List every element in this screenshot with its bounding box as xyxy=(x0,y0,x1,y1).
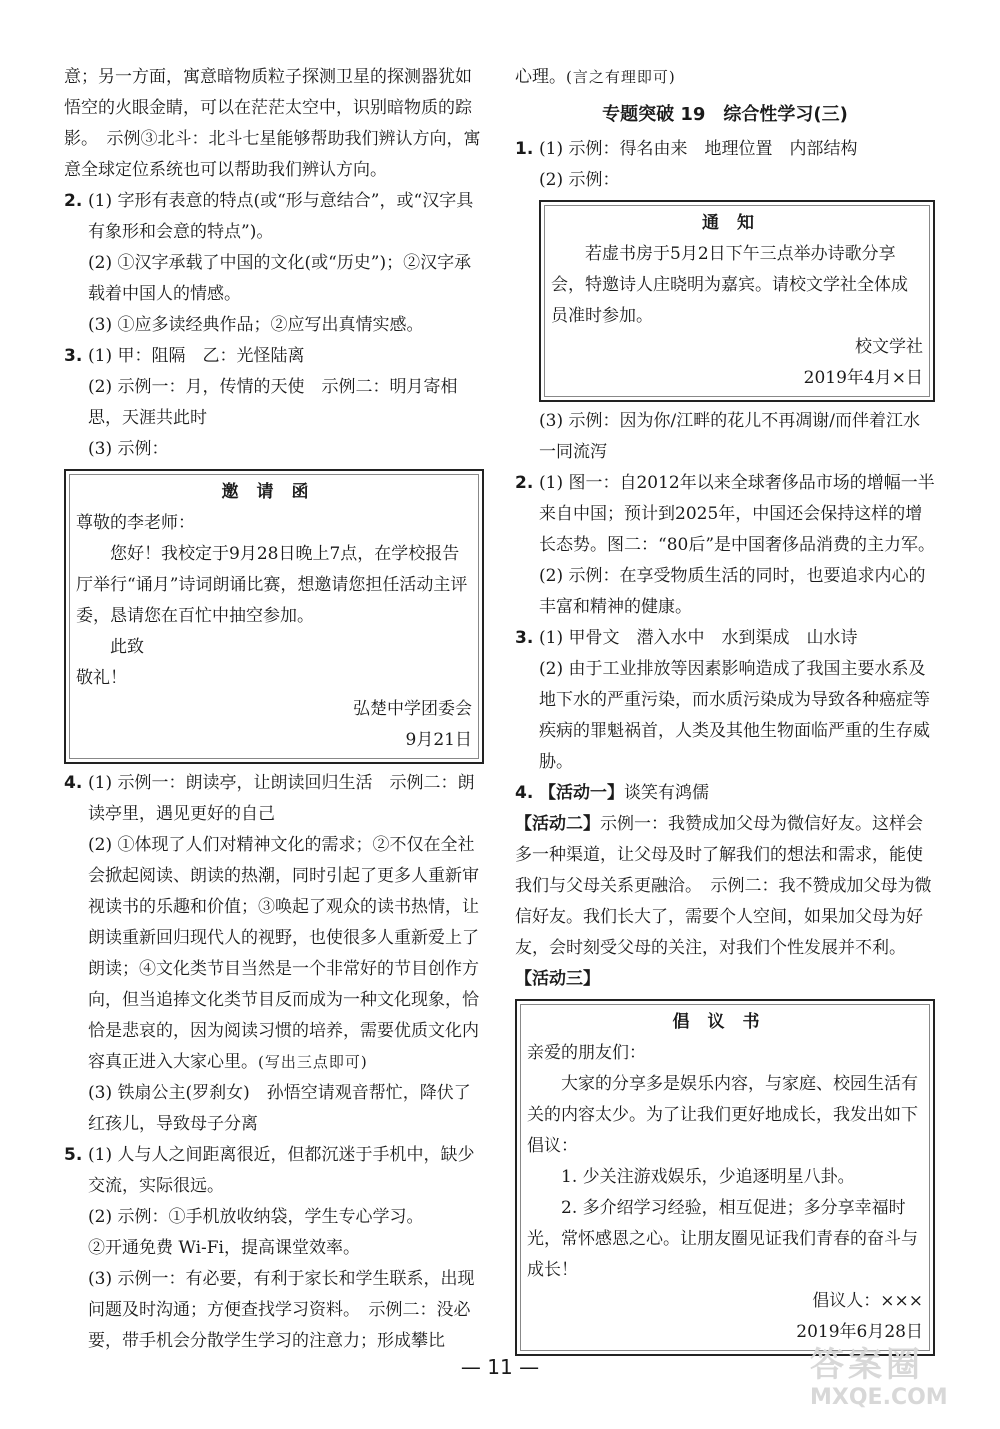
watermark-top: 答案圈 xyxy=(810,1345,924,1385)
notice-date: 2019年4月×日 xyxy=(803,368,923,388)
question-3 xyxy=(515,623,935,778)
answer-line: (3) 示例：因为你/江畔的花儿不再凋谢/而伴着江水一同流泻 xyxy=(539,411,920,462)
invitation-body: 您好！我校定于9月28日晚上7点，在学校报告厅举行“诵月”诗词朗诵比赛，想邀请您担任活动主评委，恳请您在百忙中抽空参加。 xyxy=(76,544,468,626)
answer-line: (3) 铁扇公主(罗刹女) 孙悟空请观音帮忙，降伏了红孩儿，导致母子分离 xyxy=(88,1083,471,1134)
question-number: 5. xyxy=(64,1145,83,1165)
answer-line: (2) 示例：①手机放收纳袋，学生专心学习。 xyxy=(88,1207,424,1227)
answer-line: (2) ①汉字承载了中国的文化(或“历史”)；②汉字承载着中国人的情感。 xyxy=(88,253,472,304)
proposal-item-1: 1. 少关注游戏娱乐，少追逐明星八卦。 xyxy=(561,1167,855,1187)
answer-line: (2) 示例： xyxy=(539,170,620,190)
invitation-title: 邀请函 xyxy=(221,482,327,502)
section-title: 专题突破 19 综合性学习(三) xyxy=(602,104,848,125)
activity-1-text: 谈笑有鸿儒 xyxy=(624,783,709,803)
proposal-item-2: 2. 多介绍学习经验，相互促进；多分享幸福时光，常怀感恩之心。让朋友圈见证我们青春的奋斗与成长！ xyxy=(527,1198,918,1280)
proposal-box xyxy=(515,999,935,1356)
answer-line: (2) 示例一：月，传情的天使 示例二：明月寄相思，天涯共此时 xyxy=(88,377,458,428)
answer-line: (1) 甲：阻隔 乙：光怪陆离 xyxy=(88,346,305,366)
question-number: 2. xyxy=(64,191,83,211)
page-number: — 11 — xyxy=(460,1355,540,1379)
answer-line: (2) 示例：在享受物质生活的同时，也要追求内心的丰富和精神的健康。 xyxy=(539,566,926,617)
invitation-date: 9月21日 xyxy=(405,730,472,750)
notice-box xyxy=(539,200,935,402)
question-number: 1. xyxy=(515,139,534,159)
proposal-salutation: 亲爱的朋友们： xyxy=(527,1043,646,1063)
activity-2 xyxy=(515,809,935,964)
notice-body: 若虚书房于5月2日下午三点举办诗歌分享会，特邀诗人庄晓明为嘉宾。请校文学社全体成员准时参加。 xyxy=(551,244,908,326)
invitation-closing: 此致 xyxy=(110,637,144,657)
question-number: 4. xyxy=(64,773,83,793)
answer-line: (3) ①应多读经典作品；②应写出真情实感。 xyxy=(88,315,424,335)
notice-title: 通知 xyxy=(702,213,772,233)
question-number: 3. xyxy=(64,346,83,366)
invitation-letter-box xyxy=(64,469,484,764)
question-number: 2. xyxy=(515,473,534,493)
watermark-bottom: MXQE.COM xyxy=(810,1385,948,1410)
continued-paragraph xyxy=(515,62,935,93)
invitation-sender: 弘楚中学团委会 xyxy=(353,699,472,719)
invitation-salutation: 尊敬的李老师： xyxy=(76,513,195,533)
question-number: 3. xyxy=(515,628,534,648)
question-5 xyxy=(64,1140,484,1357)
activity-2-label: 【活动二】 xyxy=(515,814,600,834)
proposal-sender: 倡议人：××× xyxy=(812,1291,923,1311)
activity-1 xyxy=(539,778,935,809)
question-2 xyxy=(64,186,484,341)
right-column xyxy=(515,62,935,1360)
proposal-title: 倡议书 xyxy=(672,1012,778,1032)
answer-line: (1) 图一：自2012年以来全球奢侈品市场的增幅一半来自中国；预计到2025年，中国还会保持这样的增长态势。图二：“80后”是中国奢侈品消费的主力军。 xyxy=(539,473,936,555)
activity-3-label: 【活动三】 xyxy=(515,969,600,989)
proposal-body: 大家的分享多是娱乐内容，与家庭、校园生活有关的内容太少。为了让我们更好地成长，我发出如下倡议： xyxy=(527,1074,918,1156)
question-4 xyxy=(515,778,935,809)
question-2 xyxy=(515,468,935,623)
watermark-logo xyxy=(810,1345,970,1415)
answer-text: (2) ①体现了人们对精神文化的需求；②不仅在全社会掀起阅读、朗读的热潮，同时引起了更多人重新审视读书的乐趣和价值；③唤起了观众的读书热情，让朗读重新回归现代人的视野，也使很多人重新爱上了朗读；④文化类节目当然是一个非常好的节目创作方向，但当追捧文化类节目反而成为一种文化现象，恰恰是悲哀的，因为阅读习惯的培养，需要优质文化内容真正进入大家心里。 xyxy=(88,835,479,1072)
continued-paragraph: 意；另一方面，寓意暗物质粒子探测卫星的探测器犹如悟空的火眼金睛，可以在茫茫太空中，识别暗物质的踪影。 示例③北斗：北斗七星能够帮助我们辨认方向，寓意全球定位系统也可以帮助我们辨认方向。 xyxy=(64,67,481,180)
answer-note: (写出三点即可) xyxy=(258,1053,368,1071)
continued-note: (言之有理即可) xyxy=(566,68,676,86)
answer-line: (3) 示例一：有必要，有利于家长和学生联系，出现问题及时沟通；方便查找学习资料。 示例二：没必要，带手机会分散学生学习的注意力；形成攀比 xyxy=(88,1269,475,1351)
answer-line: (1) 字形有表意的特点(或“形与意结合”，或“汉字具有象形和会意的特点”)。 xyxy=(88,191,474,242)
answer-line: (1) 甲骨文 潜入水中 水到渠成 山水诗 xyxy=(539,628,858,648)
continued-text: 心理。 xyxy=(515,67,566,87)
answer-line: (1) 示例一：朗读亭，让朗读回归生活 示例二：朗读亭里，遇见更好的自己 xyxy=(88,773,475,824)
proposal-date: 2019年6月28日 xyxy=(796,1322,923,1342)
question-1 xyxy=(515,134,935,468)
question-number: 4. xyxy=(515,783,534,803)
answer-line: ②开通免费 Wi-Fi，提高课堂效率。 xyxy=(88,1238,360,1258)
answer-line: (1) 人与人之间距离很近，但都沉迷于手机中，缺少交流，实际很远。 xyxy=(88,1145,475,1196)
answer-line: (2) 由于工业排放等因素影响造成了我国主要水系及地下水的严重污染，而水质污染成为导致各种癌症等疾病的罪魁祸首，人类及其他生物面临严重的生存威胁。 xyxy=(539,659,930,772)
answer-line: (3) 示例： xyxy=(88,439,169,459)
left-column xyxy=(64,62,484,1357)
answer-line: (1) 示例：得名由来 地理位置 内部结构 xyxy=(539,139,858,159)
question-4 xyxy=(64,768,484,1140)
activity-1-label: 【活动一】 xyxy=(539,783,624,803)
invitation-regards: 敬礼！ xyxy=(76,668,127,688)
notice-sender: 校文学社 xyxy=(855,337,923,357)
activity-2-text: 示例一：我赞成加父母为微信好友。这样会多一种渠道，让父母及时了解我们的想法和需求，能使我们与父母关系更融洽。 示例二：我不赞成加父母为微信好友。我们长大了，需要个人空间，如果加父母为好友，会时刻受父母的关注，对我们个性发展并不利。 xyxy=(515,814,932,958)
answer-line xyxy=(88,830,484,1078)
question-3 xyxy=(64,341,484,465)
